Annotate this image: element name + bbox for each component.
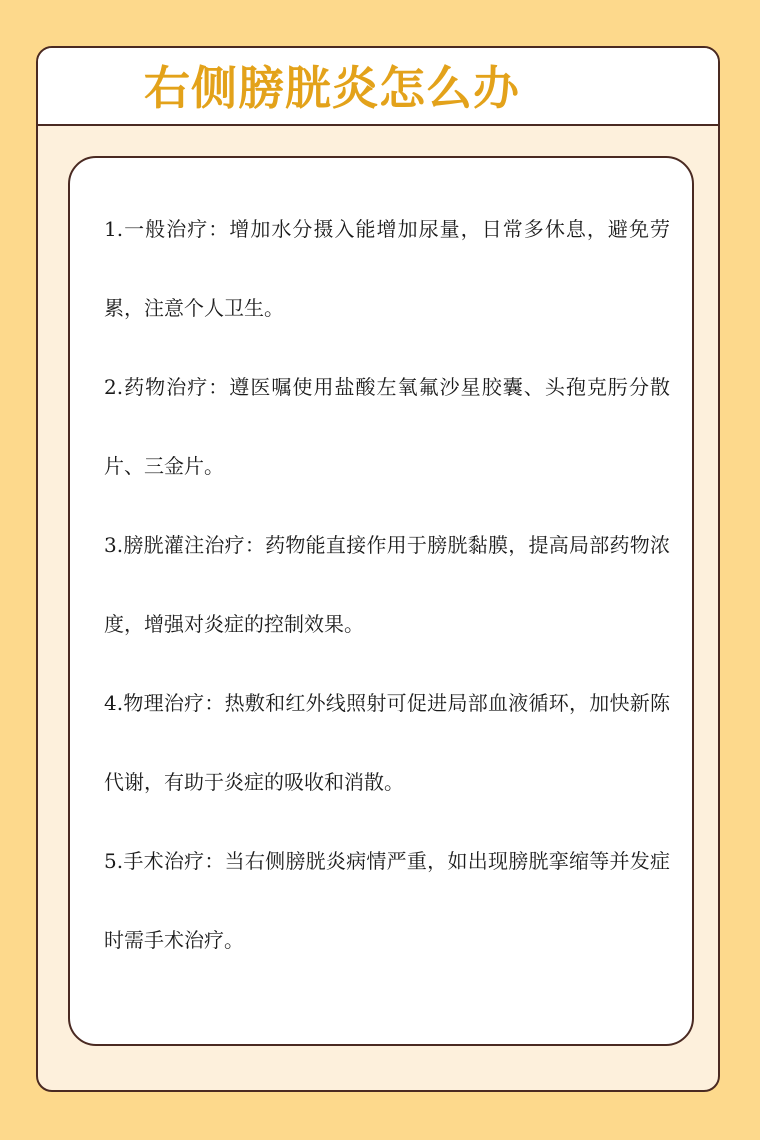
content-box [68,156,694,1046]
list-item [104,822,670,980]
card-header [38,48,718,126]
list-item [104,190,670,348]
item-text: 膀胱灌注治疗：药物能直接作用于膀胱黏膜，提高局部药物浓度，增强对炎症的控制效果。 [104,533,670,636]
item-number: 1. [104,217,124,241]
list-item [104,506,670,664]
treatment-list [104,190,670,980]
item-number: 5. [104,849,124,873]
article-card [36,46,720,1092]
list-item [104,348,670,506]
item-number: 2. [104,375,124,399]
item-text: 一般治疗：增加水分摄入能增加尿量，日常多休息，避免劳累，注意个人卫生。 [104,217,670,320]
item-number: 4. [104,691,124,715]
list-item [104,664,670,822]
item-text: 手术治疗：当右侧膀胱炎病情严重，如出现膀胱挛缩等并发症时需手术治疗。 [104,849,670,952]
item-number: 3. [104,533,124,557]
item-text: 物理治疗：热敷和红外线照射可促进局部血液循环，加快新陈代谢，有助于炎症的吸收和消散。 [104,691,670,794]
page-title: 右侧膀胱炎怎么办 [144,61,520,115]
item-text: 药物治疗：遵医嘱使用盐酸左氧氟沙星胶囊、头孢克肟分散片、三金片。 [104,375,670,478]
